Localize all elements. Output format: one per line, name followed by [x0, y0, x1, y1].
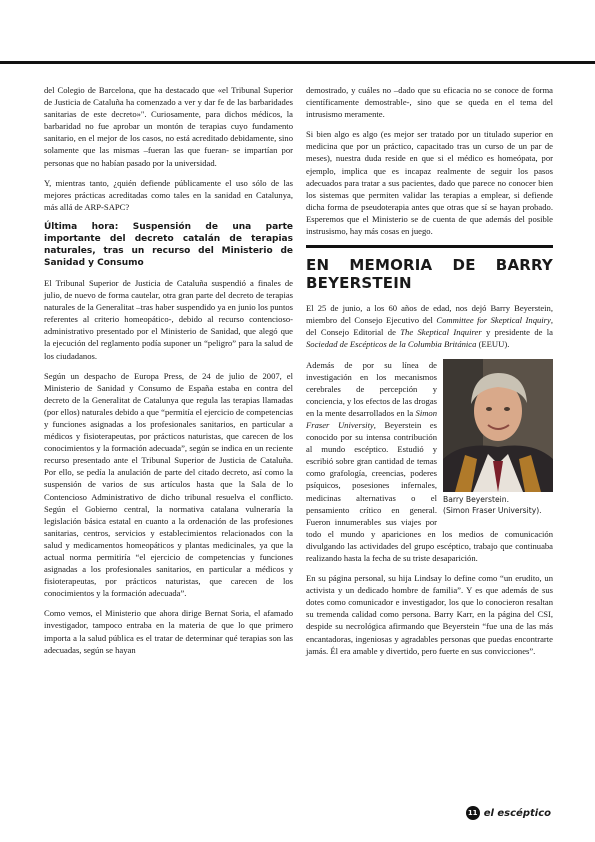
- paragraph: El Tribunal Superior de Justicia de Cataluña suspendió a finales de julio, de nuevo de forma cautelar, otra gran parte del decreto de terapias naturales de la Generalitat –tras haber suspendido ya en junio los puntos referentes al criterio homeopático-, debido al recurso contencioso-administrativo presentado por el Ministerio de Sanidad, que alegó que la ejecución del reglamento podía suponer un “peligro” para la salud de los ciudadanos.: [44, 277, 293, 361]
- magazine-name: el escéptico: [483, 807, 551, 819]
- right-column: [306, 84, 553, 665]
- left-column: [44, 84, 293, 664]
- page-number: 11: [466, 806, 480, 820]
- paragraph: Si bien algo es algo (es mejor ser tratado por un titulado superior en medicina que por un práctico, capacitado tras un curso de un par de meses), nuestra duda reside en que si el médico es homeópata, por ejemplo, implica que es incapaz realmente de seguir los pasos adecuados para tratar a sus pacientes, dado que parece no conocer bien los sistemas que permiten validar las terapias a emplear, si defiende dicha forma de pseudoterapia antes que otras que sí se hayan probado. Esperemos que el Ministerio se de cuenta de que además del posible instrusismo, hay más cosas en juego.: [306, 129, 553, 237]
- portrait-photo: [443, 359, 553, 492]
- italic-text: Simon Fraser University: [306, 407, 437, 430]
- portrait-figure: [443, 359, 553, 516]
- section-divider: [306, 245, 553, 248]
- paragraph: Y, mientras tanto, ¿quién defiende públicamente el uso sólo de las mejores prácticas acreditadas como tales en la sanidad en Catalunya, más allá de ARP-SAPC?: [44, 177, 293, 212]
- paragraph: Como vemos, el Ministerio que ahora dirige Bernat Soria, el afamado investigador, tampoco entraba en la materia de que lo que primero importa a la salud pública es el tratar de determinar qué terapias son las adecuadas, según se hayan: [44, 608, 293, 655]
- photo-caption: Barry Beyerstein. (Simon Fraser University).: [443, 494, 542, 515]
- page-footer: [466, 806, 551, 820]
- paragraph: El 25 de junio, a los 60 años de edad, nos dejó Barry Beyerstein, miembro del Consejo Ejecutivo del Committee for Skeptical Inquiry, del Consejo Editorial de The Skeptical Inquirer y presidente de la Sociedad de Escépticos de la Columbia Británica (EEUU).: [306, 303, 553, 350]
- paragraph: demostrado, y cuáles no –dado que su eficacia no se conoce de forma científicamente demostrable-, sino que se queda en el tema del intrusismo meramente.: [306, 85, 553, 120]
- section-title: EN MEMORIA DE BARRY BEYERSTEIN: [306, 256, 553, 293]
- italic-text: The Skeptical Inquirer: [400, 327, 482, 338]
- paragraph: Según un despacho de Europa Press, de 24 de julio de 2007, el Ministerio de Sanidad y Consumo de España estaba en contra del decreto de la Generalitat de Catalunya que regula las terapias llamadas (por ellos) naturales debido a que “permitía el ejercicio de competencias y funciones asignadas a los profesionales sanitarios, en particular a médicos y fisioterapeutas, por prácticos naturistas, que carecen de los conocimientos y la formación adecuada”, según se indica en un reciente recurso presentado ante el Tribunal Superior de Justicia de Cataluña. Por ello, se pedía la anulación de parte del citado decreto, así como la suspensión de varios de sus artículos hasta que la Sala de lo Contencioso Administrativo de dicho tribunal resuelva el conflicto. Según el Gobierno central, la normativa catalana vulneraría la legislación básica estatal en cuanto a la ordenación de las profesiones sanitarias, centros, servicios y establecimientos relacionados con la salud y medicamentos homeopáticos y plantas medicinales, ya que la actual norma permitiría “el ejercicio de competencias y funciones asignadas a los profesionales sanitarios, en particular a médicos y fisioterapeutas, por prácticos naturistas, que carecen de los conocimientos y la formación adecuada”.: [44, 370, 293, 599]
- paragraph: Además de por su línea de investigación en los mecanismos cerebrales de percepción y conciencia, y los efectos de las drogas en la mente desarrollados en la Simon Fraser University, Beyerstein es conocido por su intensa contribución al mundo escéptico. Estudió y escribió sobre gran cantidad de temas como grafología, creencias, poderes psíquicos, posesiones infernales, medicinas alternativas o el pensamiento crítico en general. Fueron innumerables sus viajes por todo el mundo y apariciones en los medios de comunicación divulgando las actividades del grupo escéptico, trabajo que continuaba realizando hasta la fecha de su triste desaparición.: [306, 359, 553, 563]
- italic-text: Committee for Skeptical Inquiry: [436, 315, 551, 326]
- top-rule: [0, 61, 595, 64]
- italic-text: Sociedad de Escépticos de la Columbia Británica: [306, 339, 477, 350]
- paragraph: del Colegio de Barcelona, que ha destacado que «el Tribunal Superior de Justicia de Cataluña ha comenzado a ver y dar fe de las barbaridades sanitarias de este decreto»". Curiosamente, para dichos médicos, la barbaridad no fue aprobar un montón de terapias cuyo fundamento sanitario, en el mejor de los casos, no está acreditado debidamente, sino solamente que las mismas –fueran las que fueran- se impartían por personas que no habían pasado por la universidad.: [44, 85, 293, 168]
- paragraph: En su página personal, su hija Lindsay lo define como “un erudito, un activista y un dedicado hombre de familia”. Y es que además de sus dotes como comunicador e investigador, los que lo conocieron resaltan su tremenda calidad como persona. Barry Karr, en la página del CSI, despide su necrológica afirmando que Beyerstein “fue una de las más encantadoras, ingeniosas y agradables personas que puedas encontrarte jamás. Él era amable y divertido, pero fuerte en sus convicciones”.: [306, 573, 553, 656]
- portrait-image: [443, 359, 553, 492]
- subheading: Última hora: Suspensión de una parte importante del decreto catalán de terapias naturales, tras un recurso del Ministerio de Sanidad y Consumo: [44, 221, 293, 268]
